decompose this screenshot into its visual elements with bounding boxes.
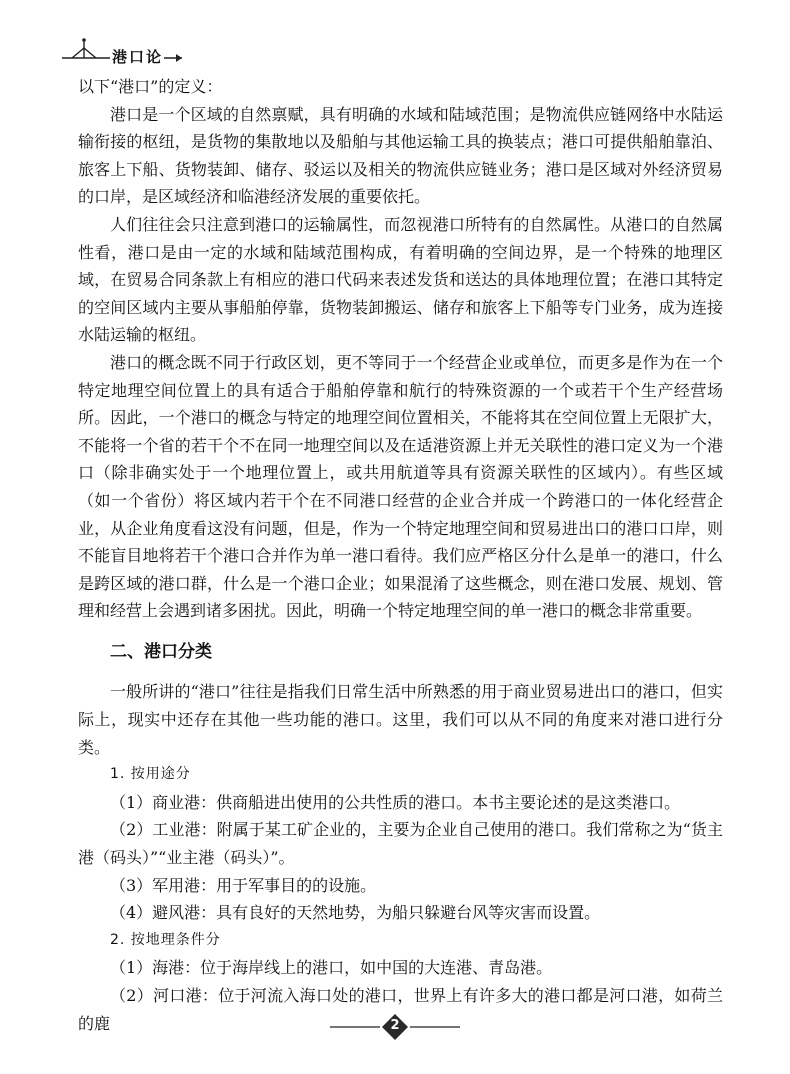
page-body	[78, 73, 723, 1037]
subheading-by-geography: 2. 按地理条件分	[110, 931, 221, 948]
list-item: （3）军用港：用于军事目的的设施。	[110, 875, 377, 895]
list-item: （1）海港：位于海岸线上的港口，如中国的大连港、青岛港。	[110, 958, 553, 978]
list-item: （2）河口港：位于河流入海口处的港口，世界上有许多大的港口都是河口港，如荷兰的鹿	[78, 986, 723, 1033]
running-head	[62, 36, 212, 70]
list-item: （1）商业港：供商船进出使用的公共性质的港口。本书主要论述的是这类港口。	[110, 792, 681, 812]
section-heading: 二、港口分类	[110, 641, 212, 662]
paragraph-classification-intro: 一般所讲的“港口”往往是指我们日常生活中所熟悉的用于商业贸易进出口的港口，但实际上，现实中还存在其他一些功能的港口。这里，我们可以从不同的角度来对港口进行分类。	[78, 682, 723, 757]
page-number: 2	[390, 1018, 400, 1033]
page-footer	[330, 1014, 460, 1040]
running-head-title: 港口论	[112, 48, 164, 66]
paragraph-natural-attribute: 人们往往会只注意到港口的运输属性，而忽视港口所特有的自然属性。从港口的自然属性看，港口是由一定的水域和陆域范围构成，有着明确的空间边界，是一个特殊的地理区域，在贸易合同条款上有相应的港口代码来表述发货和送达的具体地理位置；在港口其特定的空间区域内主要从事船舶停靠，货物装卸搬运、储存和旅客上下船等专门业务，成为连接水陆运输的枢纽。	[78, 214, 723, 345]
list-item: （4）避风港：具有良好的天然地势，为船只躲避台风等灾害而设置。	[110, 903, 601, 923]
paragraph-port-definition: 港口是一个区域的自然禀赋，具有明确的水域和陆域范围；是物流供应链网络中水陆运输衔接的枢纽，是货物的集散地以及船舶与其他运输工具的换装点；港口可提供船舶靠泊、旅客上下船、货物装卸、储存、驳运以及相关的物流供应链业务；港口是区域对外经济贸易的口岸，是区域经济和临港经济发展的重要依托。	[78, 104, 723, 207]
intro-line: 以下“港口”的定义：	[78, 77, 223, 96]
subheading-by-use: 1. 按用途分	[110, 766, 191, 783]
paragraph-port-concept: 港口的概念既不同于行政区划，更不等同于一个经营企业或单位，而更多是作为在一个特定地理空间位置上的具有适合于船舶停靠和航行的特殊资源的一个或若干个生产经营场所。因此，一个港口的概念与特定的地理空间位置相关，不能将其在空间位置上无限扩大，不能将一个省的若干个不在同一地理空间以及在适港资源上并无关联性的港口定义为一个港口（除非确实处于一个地理位置上，或共用航道等具有资源关联性的区域内）。有些区域（如一个省份）将区域内若干个在不同港口经营的企业合并成一个跨港口的一体化经营企业，从企业角度看这没有问题，但是，作为一个特定地理空间和贸易进出口的港口口岸，则不能盲目地将若干个港口合并作为单一港口看待。我们应严格区分什么是单一的港口，什么是跨区域的港口群，什么是一个港口企业；如果混淆了这些概念，则在港口发展、规划、管理和经营上会遇到诸多困扰。因此，明确一个特定地理空间的单一港口的概念非常重要。	[78, 352, 723, 621]
list-item: （2）工业港：附属于某工矿企业的，主要为企业自己使用的港口。我们常称之为“货主港（码头）”“业主港（码头）”。	[78, 820, 723, 868]
